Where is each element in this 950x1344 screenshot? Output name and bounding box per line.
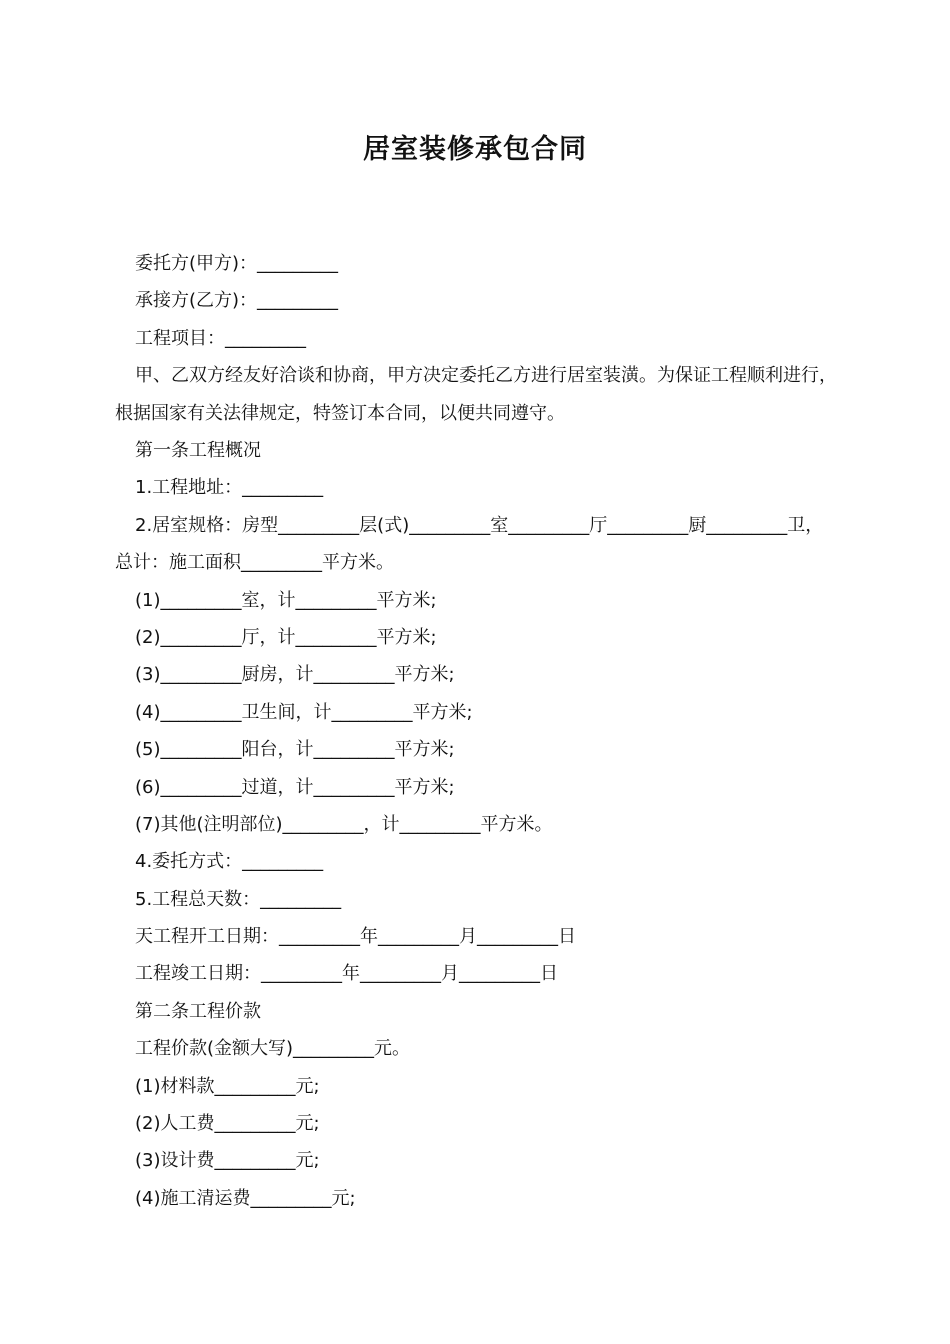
cost-item-1: (1)材料款_________元; xyxy=(135,1075,320,1097)
party-b-line: 承接方(乙方)：_________ xyxy=(135,290,339,312)
room-item-5: (5)_________阳台，计_________平方米; xyxy=(135,739,455,761)
project-line: 工程项目：_________ xyxy=(135,327,306,349)
room-item-3: (3)_________厨房，计_________平方米; xyxy=(135,664,455,686)
intro-paragraph: 甲、乙双方经友好洽谈和协商，甲方决定委托乙方进行居室装潢。为保证工程顺利进行，根据国家有关法律规定，特签订本合同，以便共同遵守。 xyxy=(115,365,837,424)
document-body xyxy=(115,245,840,1217)
address-line: 1.工程地址：_________ xyxy=(135,477,324,499)
room-item-4: (4)_________卫生间，计_________平方米; xyxy=(135,701,473,723)
article-2-heading: 第二条工程价款 xyxy=(135,1000,261,1022)
cost-item-3: (3)设计费_________元; xyxy=(135,1150,320,1172)
room-item-7: (7)其他(注明部位)_________，计_________平方米。 xyxy=(135,813,553,835)
finish-date-line: 工程竣工日期：_________年_________月_________日 xyxy=(135,963,558,985)
total-days-line: 5.工程总天数：_________ xyxy=(135,888,342,910)
article-1-heading: 第一条工程概况 xyxy=(135,439,261,461)
room-item-6: (6)_________过道，计_________平方米; xyxy=(135,776,455,798)
commission-method-line: 4.委托方式：_________ xyxy=(135,851,324,873)
start-date-line: 天工程开工日期：_________年_________月_________日 xyxy=(135,926,576,948)
spec-paragraph: 2.居室规格：房型_________层(式)_________室_________厅_________厨_________卫，总计：施工面积_________平方米。 xyxy=(115,514,824,574)
cost-item-4: (4)施工清运费_________元; xyxy=(135,1187,356,1209)
room-item-1: (1)_________室，计_________平方米; xyxy=(135,589,437,611)
room-item-2: (2)_________厅，计_________平方米; xyxy=(135,626,437,648)
party-a-line: 委托方(甲方)：_________ xyxy=(135,253,339,274)
document-title: 居室装修承包合同 xyxy=(363,134,587,165)
cost-item-2: (2)人工费_________元; xyxy=(135,1113,320,1135)
price-line: 工程价款(金额大写)_________元。 xyxy=(135,1038,411,1060)
